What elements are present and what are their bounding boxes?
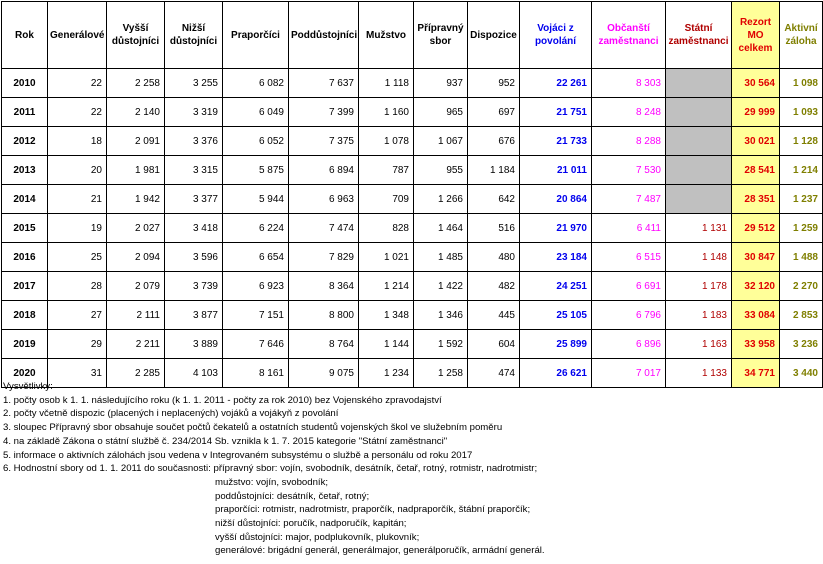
cell-vojaci: 26 621 — [520, 359, 592, 388]
cell-rezort: 29 999 — [732, 98, 780, 127]
cell-rok: 2017 — [2, 272, 48, 301]
cell-vojaci: 21 011 — [520, 156, 592, 185]
cell-pripravny: 1 346 — [414, 301, 468, 330]
cell-aktivni: 1 237 — [780, 185, 823, 214]
note-rank-line: nižší důstojníci: poručík, nadporučík, kapitán; — [215, 518, 407, 530]
cell-rok: 2014 — [2, 185, 48, 214]
cell-poddustojnici: 7 829 — [289, 243, 359, 272]
personnel-table — [1, 1, 823, 388]
cell-rok: 2020 — [2, 359, 48, 388]
cell-poddustojnici: 7 399 — [289, 98, 359, 127]
cell-statni — [666, 185, 732, 214]
cell-poddustojnici: 6 963 — [289, 185, 359, 214]
cell-statni — [666, 156, 732, 185]
cell-generalove: 31 — [48, 359, 107, 388]
header-praporcici: Praporčíci — [223, 2, 289, 69]
cell-generalove: 25 — [48, 243, 107, 272]
cell-statni — [666, 127, 732, 156]
cell-rok: 2011 — [2, 98, 48, 127]
cell-vyssi: 1 981 — [107, 156, 165, 185]
cell-vyssi: 2 140 — [107, 98, 165, 127]
cell-vojaci: 23 184 — [520, 243, 592, 272]
cell-statni — [666, 69, 732, 98]
cell-rok: 2018 — [2, 301, 48, 330]
cell-obcanski: 6 896 — [592, 330, 666, 359]
cell-dispozice: 516 — [468, 214, 520, 243]
table-row — [2, 98, 823, 127]
cell-dispozice: 480 — [468, 243, 520, 272]
cell-praporcici: 5 944 — [223, 185, 289, 214]
table-row — [2, 185, 823, 214]
table-row — [2, 301, 823, 330]
cell-muzstvo: 1 348 — [359, 301, 414, 330]
cell-obcanski: 8 288 — [592, 127, 666, 156]
cell-vyssi: 2 079 — [107, 272, 165, 301]
cell-dispozice: 1 184 — [468, 156, 520, 185]
note-line: 3. sloupec Přípravný sbor obsahuje součet počtů čekatelů a ostatních studentů vojenských škol ve služebním poměru — [3, 422, 503, 434]
cell-vojaci: 20 864 — [520, 185, 592, 214]
header-pripravny: Přípravný sbor — [414, 2, 468, 69]
cell-rezort: 30 564 — [732, 69, 780, 98]
cell-statni: 1 133 — [666, 359, 732, 388]
cell-aktivni: 3 440 — [780, 359, 823, 388]
cell-vyssi: 2 211 — [107, 330, 165, 359]
cell-nizsi: 4 103 — [165, 359, 223, 388]
cell-obcanski: 7 017 — [592, 359, 666, 388]
cell-aktivni: 1 098 — [780, 69, 823, 98]
cell-obcanski: 6 515 — [592, 243, 666, 272]
cell-generalove: 22 — [48, 69, 107, 98]
cell-dispozice: 445 — [468, 301, 520, 330]
cell-pripravny: 937 — [414, 69, 468, 98]
cell-statni: 1 148 — [666, 243, 732, 272]
cell-praporcici: 6 224 — [223, 214, 289, 243]
header-statni: Státní zaměstnanci — [666, 2, 732, 69]
cell-aktivni: 2 270 — [780, 272, 823, 301]
cell-poddustojnici: 9 075 — [289, 359, 359, 388]
table-row — [2, 69, 823, 98]
cell-muzstvo: 828 — [359, 214, 414, 243]
cell-pripravny: 1 266 — [414, 185, 468, 214]
cell-dispozice: 952 — [468, 69, 520, 98]
cell-praporcici: 7 151 — [223, 301, 289, 330]
note-rank-line: generálové: brigádní generál, generálmajor, generálporučík, armádní generál. — [215, 545, 545, 557]
cell-aktivni: 1 488 — [780, 243, 823, 272]
cell-pripravny: 1 485 — [414, 243, 468, 272]
cell-nizsi: 3 596 — [165, 243, 223, 272]
cell-nizsi: 3 315 — [165, 156, 223, 185]
cell-vyssi: 2 285 — [107, 359, 165, 388]
cell-pripravny: 1 592 — [414, 330, 468, 359]
cell-rezort: 30 021 — [732, 127, 780, 156]
cell-obcanski: 8 303 — [592, 69, 666, 98]
cell-poddustojnici: 7 474 — [289, 214, 359, 243]
table-row — [2, 330, 823, 359]
cell-praporcici: 6 654 — [223, 243, 289, 272]
cell-obcanski: 7 530 — [592, 156, 666, 185]
cell-dispozice: 697 — [468, 98, 520, 127]
cell-muzstvo: 709 — [359, 185, 414, 214]
cell-obcanski: 6 691 — [592, 272, 666, 301]
cell-aktivni: 1 259 — [780, 214, 823, 243]
cell-pripravny: 955 — [414, 156, 468, 185]
cell-praporcici: 6 049 — [223, 98, 289, 127]
cell-muzstvo: 787 — [359, 156, 414, 185]
cell-rok: 2016 — [2, 243, 48, 272]
cell-vojaci: 21 970 — [520, 214, 592, 243]
cell-pripravny: 1 464 — [414, 214, 468, 243]
cell-muzstvo: 1 214 — [359, 272, 414, 301]
cell-muzstvo: 1 078 — [359, 127, 414, 156]
header-poddustojnici: Poddůstojníci — [289, 2, 359, 69]
notes-section — [3, 380, 797, 558]
cell-generalove: 21 — [48, 185, 107, 214]
cell-rezort: 30 847 — [732, 243, 780, 272]
cell-obcanski: 6 796 — [592, 301, 666, 330]
header-rok: Rok — [2, 2, 48, 69]
cell-generalove: 19 — [48, 214, 107, 243]
cell-nizsi: 3 418 — [165, 214, 223, 243]
header-vyssi: Vyšší důstojníci — [107, 2, 165, 69]
cell-dispozice: 482 — [468, 272, 520, 301]
header-rezort: Rezort MO celkem — [732, 2, 780, 69]
cell-rezort: 28 351 — [732, 185, 780, 214]
cell-generalove: 28 — [48, 272, 107, 301]
cell-vojaci: 25 899 — [520, 330, 592, 359]
note-rank-line: praporčíci: rotmistr, nadrotmistr, praporčík, nadpraporčík, štábní praporčík; — [215, 504, 531, 516]
cell-nizsi: 3 255 — [165, 69, 223, 98]
cell-rezort: 32 120 — [732, 272, 780, 301]
cell-poddustojnici: 6 894 — [289, 156, 359, 185]
cell-vyssi: 1 942 — [107, 185, 165, 214]
cell-statni: 1 163 — [666, 330, 732, 359]
cell-obcanski: 7 487 — [592, 185, 666, 214]
header-nizsi: Nižší důstojníci — [165, 2, 223, 69]
cell-rok: 2010 — [2, 69, 48, 98]
cell-statni: 1 183 — [666, 301, 732, 330]
table-body — [2, 69, 823, 388]
cell-vyssi: 2 091 — [107, 127, 165, 156]
cell-pripravny: 1 067 — [414, 127, 468, 156]
note-line: 2. počty včetně dispozic (placených i neplacených) vojáků a vojákyň z povolání — [3, 408, 339, 420]
note-line: 5. informace o aktivních zálohách jsou vedena v Integrovaném subsystému o službě a personálu od roku 2017 — [3, 449, 473, 461]
cell-praporcici: 8 161 — [223, 359, 289, 388]
cell-muzstvo: 1 234 — [359, 359, 414, 388]
cell-vojaci: 21 751 — [520, 98, 592, 127]
cell-aktivni: 1 128 — [780, 127, 823, 156]
cell-rezort: 34 771 — [732, 359, 780, 388]
note-line: 6. Hodnostní sbory od 1. 1. 2011 do současnosti: přípravný sbor: vojín, svobodník, desátník, četař, rotný, rotmistr, nadrotmistr; — [3, 463, 538, 475]
cell-pripravny: 1 422 — [414, 272, 468, 301]
table-row — [2, 243, 823, 272]
cell-rok: 2013 — [2, 156, 48, 185]
header-obcanski: Občanští zaměstnanci — [592, 2, 666, 69]
cell-generalove: 27 — [48, 301, 107, 330]
cell-generalove: 29 — [48, 330, 107, 359]
cell-rezort: 29 512 — [732, 214, 780, 243]
header-aktivni: Aktivní záloha — [780, 2, 823, 69]
cell-nizsi: 3 377 — [165, 185, 223, 214]
cell-vyssi: 2 258 — [107, 69, 165, 98]
cell-praporcici: 6 052 — [223, 127, 289, 156]
cell-aktivni: 1 093 — [780, 98, 823, 127]
cell-vojaci: 24 251 — [520, 272, 592, 301]
cell-nizsi: 3 739 — [165, 272, 223, 301]
cell-praporcici: 6 923 — [223, 272, 289, 301]
cell-praporcici: 5 875 — [223, 156, 289, 185]
cell-poddustojnici: 7 637 — [289, 69, 359, 98]
cell-nizsi: 3 319 — [165, 98, 223, 127]
cell-muzstvo: 1 144 — [359, 330, 414, 359]
cell-statni: 1 178 — [666, 272, 732, 301]
cell-generalove: 20 — [48, 156, 107, 185]
cell-statni — [666, 98, 732, 127]
table-row — [2, 214, 823, 243]
notes-title: Vysvětlivky: — [3, 381, 53, 392]
cell-rok: 2012 — [2, 127, 48, 156]
cell-praporcici: 7 646 — [223, 330, 289, 359]
note-rank-line: mužstvo: vojín, svobodník; — [215, 476, 329, 488]
cell-rezort: 33 958 — [732, 330, 780, 359]
cell-rok: 2019 — [2, 330, 48, 359]
cell-aktivni: 2 853 — [780, 301, 823, 330]
cell-statni: 1 131 — [666, 214, 732, 243]
cell-aktivni: 1 214 — [780, 156, 823, 185]
cell-muzstvo: 1 118 — [359, 69, 414, 98]
cell-vyssi: 2 027 — [107, 214, 165, 243]
header-muzstvo: Mužstvo — [359, 2, 414, 69]
table-row — [2, 272, 823, 301]
cell-poddustojnici: 8 800 — [289, 301, 359, 330]
cell-muzstvo: 1 160 — [359, 98, 414, 127]
cell-poddustojnici: 8 364 — [289, 272, 359, 301]
cell-generalove: 22 — [48, 98, 107, 127]
header-generalove: Generálové — [48, 2, 107, 69]
note-rank-line: poddůstojníci: desátník, četař, rotný; — [215, 490, 370, 502]
cell-dispozice: 474 — [468, 359, 520, 388]
cell-pripravny: 1 258 — [414, 359, 468, 388]
note-rank-line: vyšší důstojníci: major, podplukovník, plukovník; — [215, 531, 420, 543]
cell-aktivni: 3 236 — [780, 330, 823, 359]
note-line: 4. na základě Zákona o státní službě č. 234/2014 Sb. vznikla k 1. 7. 2015 kategorie "Státní zaměstnanci" — [3, 435, 448, 447]
cell-poddustojnici: 7 375 — [289, 127, 359, 156]
cell-nizsi: 3 376 — [165, 127, 223, 156]
cell-rezort: 28 541 — [732, 156, 780, 185]
cell-nizsi: 3 877 — [165, 301, 223, 330]
cell-vojaci: 22 261 — [520, 69, 592, 98]
cell-dispozice: 676 — [468, 127, 520, 156]
header-row — [2, 2, 823, 69]
table-row — [2, 127, 823, 156]
cell-praporcici: 6 082 — [223, 69, 289, 98]
cell-rezort: 33 084 — [732, 301, 780, 330]
header-dispozice: Dispozice — [468, 2, 520, 69]
cell-vojaci: 25 105 — [520, 301, 592, 330]
note-line: 1. počty osob k 1. 1. následujícího roku (k 1. 1. 2011 - počty za rok 2010) bez Vojenského zpravodajství — [3, 394, 442, 406]
table-row — [2, 156, 823, 185]
cell-vojaci: 21 733 — [520, 127, 592, 156]
cell-pripravny: 965 — [414, 98, 468, 127]
cell-muzstvo: 1 021 — [359, 243, 414, 272]
cell-dispozice: 604 — [468, 330, 520, 359]
cell-nizsi: 3 889 — [165, 330, 223, 359]
header-vojaci: Vojáci z povolání — [520, 2, 592, 69]
cell-obcanski: 6 411 — [592, 214, 666, 243]
cell-vyssi: 2 111 — [107, 301, 165, 330]
cell-obcanski: 8 248 — [592, 98, 666, 127]
cell-vyssi: 2 094 — [107, 243, 165, 272]
cell-dispozice: 642 — [468, 185, 520, 214]
cell-poddustojnici: 8 764 — [289, 330, 359, 359]
cell-generalove: 18 — [48, 127, 107, 156]
cell-rok: 2015 — [2, 214, 48, 243]
